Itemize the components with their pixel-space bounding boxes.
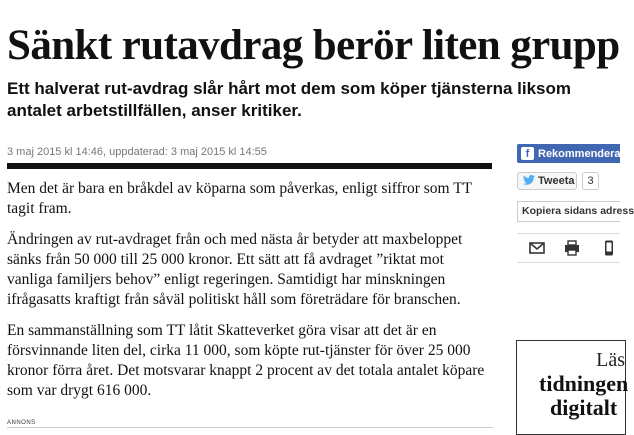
article-paragraph: En sammanställning som TT låtit Skatteverket göra visar att det är en försvinnande liten del, cirka 11 000, som köpte rut-tjänster för över 25 000 kronor förra året. Det motsvarar knappt 2 procent av det totala antalet köpare som var drygt 616 000. xyxy=(7,322,485,399)
copy-page-address-button[interactable]: Kopiera sidans adress xyxy=(517,201,620,222)
ad-text-line: tidningen xyxy=(539,371,629,396)
tweet-button[interactable] xyxy=(517,172,577,190)
article-tools xyxy=(517,233,620,263)
ad-text-line: digitalt xyxy=(550,395,618,420)
facebook-icon: f xyxy=(521,147,534,160)
tweet-label: Tweeta xyxy=(538,175,575,187)
article-paragraph: Ändringen av rut-avdraget från och med nästa år betyder att maxbeloppet sänks från 50 000 till 25 000 kronor. Ett sätt att få avdraget ”riktat mot vanliga familjers behov” enligt regeringen. Samtidigt har minskningen ifrågasatts kraftigt från såväl politiskt håll som företrädare för branschen. xyxy=(7,231,463,308)
facebook-recommend-button[interactable] xyxy=(517,144,620,163)
article-ingress: Ett halverat rut-avdrag slår hårt mot dem som köper tjänsterna liksom antalet arbetstillfällen, anser kritiker. xyxy=(7,79,571,120)
article-paragraph: Men det är bara en bråkdel av köparna som påverkas, enligt siffror som TT tagit fram. xyxy=(7,180,472,217)
article-dateline: 3 maj 2015 kl 14:46, uppdaterad: 3 maj 2015 kl 14:55 xyxy=(7,146,267,158)
ad-label: ANNONS xyxy=(7,420,36,426)
article-headline: Sänkt rutavdrag berör liten grupp xyxy=(7,22,620,69)
ad-text-line: Läs xyxy=(596,349,625,371)
mobile-icon[interactable] xyxy=(600,240,618,256)
ad-divider xyxy=(7,427,493,428)
subscription-ad[interactable] xyxy=(516,340,629,435)
mail-icon[interactable] xyxy=(528,240,546,256)
tweet-count-badge: 3 xyxy=(582,172,599,190)
facebook-recommend-label: Rekommendera xyxy=(538,147,621,160)
article-divider xyxy=(7,163,492,169)
article-body xyxy=(7,179,493,412)
print-icon[interactable] xyxy=(563,240,581,256)
twitter-bird-icon xyxy=(523,174,535,188)
